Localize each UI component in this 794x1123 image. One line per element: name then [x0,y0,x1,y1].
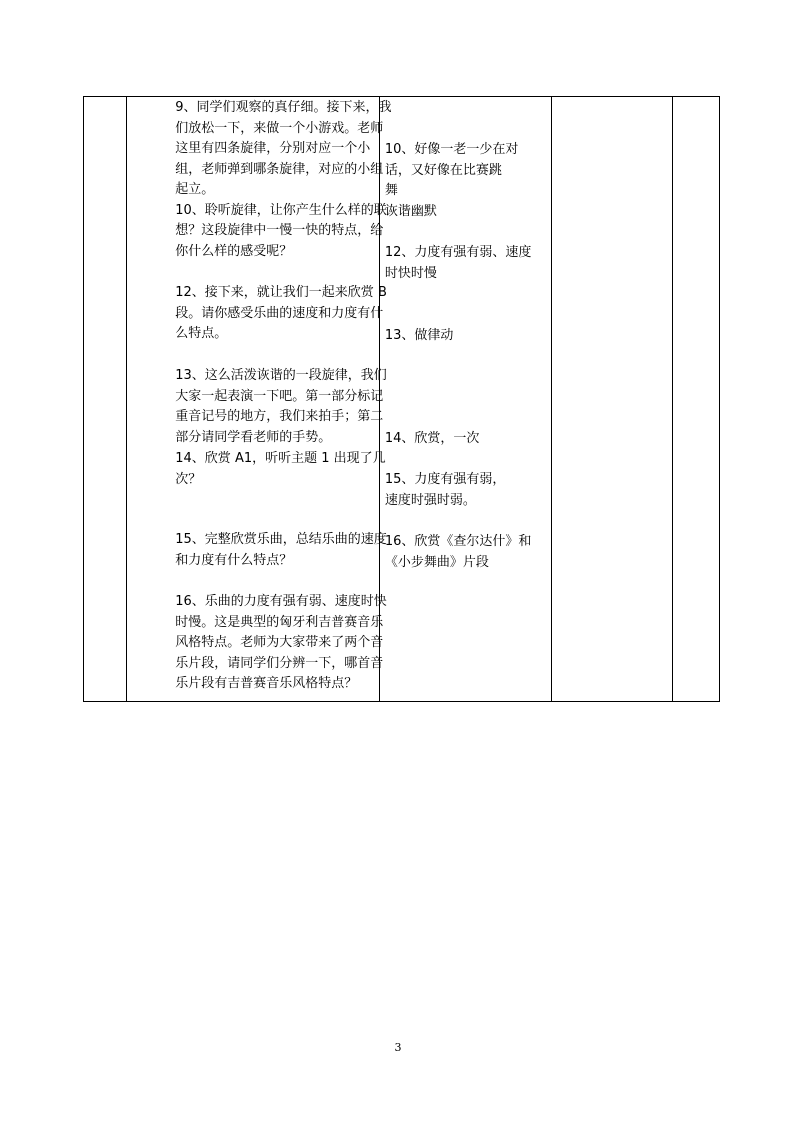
teacher-paragraph-line: 重音记号的地方，我们来拍手；第二 [175,409,384,424]
student-paragraph-line: 诙谐幽默 [384,203,437,219]
teacher-paragraph-line: 16、乐曲的力度有强有弱、速度时快 [175,594,387,609]
student-paragraph-line: 10、好像一老一少在对 [384,142,519,157]
teacher-paragraph-line: 起立。 [175,182,215,197]
teacher-paragraph-line: 风格特点。老师为大家带来了两个音 [175,635,384,650]
teacher-paragraph-line: 想？这段旋律中一慢一快的特点，给 [175,223,384,238]
student-paragraph-line: 《小步舞曲》片段 [384,554,489,570]
teacher-paragraph-line: 你什么样的感受呢？ [175,243,293,259]
teacher-paragraph-line: 乐片段，请同学们分辨一下，哪首音 [175,655,384,671]
teacher-paragraph-line: 次？ [175,471,202,487]
teacher-paragraph-line: 组，老师弹到哪条旋律，对应的小组 [175,161,384,177]
teacher-paragraph-line: 时慢。这是典型的匈牙利吉普赛音乐 [175,614,384,630]
blank-cell-right [672,97,719,702]
student-paragraph-line: 16、欣赏《查尔达什》和 [384,534,532,549]
student-paragraph-line: 13、做律动 [384,328,454,343]
student-activity-cell [379,97,551,702]
teacher-paragraph-line: 15、完整欣赏乐曲，总结乐曲的速度 [175,532,387,547]
teacher-paragraph-line: 这里有四条旋律，分别对应一个小 [175,141,371,156]
page-number: 3 [394,1041,402,1054]
table-row [84,97,720,702]
teacher-paragraph-line: 乐片段有吉普赛音乐风格特点？ [175,676,358,691]
blank-cell-notes [551,97,672,702]
student-paragraph-line: 舞 [384,183,398,198]
teacher-paragraph-line: 9、同学们观察的真仔细。接下来，我 [175,100,392,115]
teacher-paragraph-line: 们放松一下，来做一个小游戏。老师 [175,120,384,136]
student-paragraph-line: 15、力度有强有弱， [384,472,506,487]
student-paragraph-line: 速度时强时弱。 [384,492,476,508]
teacher-paragraph-line: 部分请同学看老师的手势。 [175,429,332,445]
teacher-paragraph-line: 13、这么活泼诙谐的一段旋律，我们 [175,368,387,383]
teacher-paragraph-line: 么特点。 [175,326,228,341]
teacher-paragraph-line: 12、接下来，就让我们一起来欣赏 B [175,285,387,300]
teacher-paragraph-line: 和力度有什么特点？ [175,552,293,568]
student-paragraph-line: 时快时慢 [384,265,437,281]
teacher-activity-cell [127,97,392,702]
blank-cell-left [84,97,127,702]
teacher-paragraph-line: 段。请你感受乐曲的速度和力度有什 [175,305,384,321]
teacher-paragraph-line: 14、欣赏 A1，听听主题 1 出现了几 [175,451,386,466]
student-paragraph-line: 14、欣赏，一次 [384,431,480,446]
student-paragraph-line: 12、力度有强有弱、速度 [384,245,532,260]
lesson-plan-table [83,96,720,702]
teacher-paragraph-line: 大家一起表演一下吧。第一部分标记 [175,388,384,404]
teacher-paragraph-line: 10、聆听旋律，让你产生什么样的联 [175,202,387,218]
student-paragraph-line: 话，又好像在比赛跳 [384,162,502,178]
